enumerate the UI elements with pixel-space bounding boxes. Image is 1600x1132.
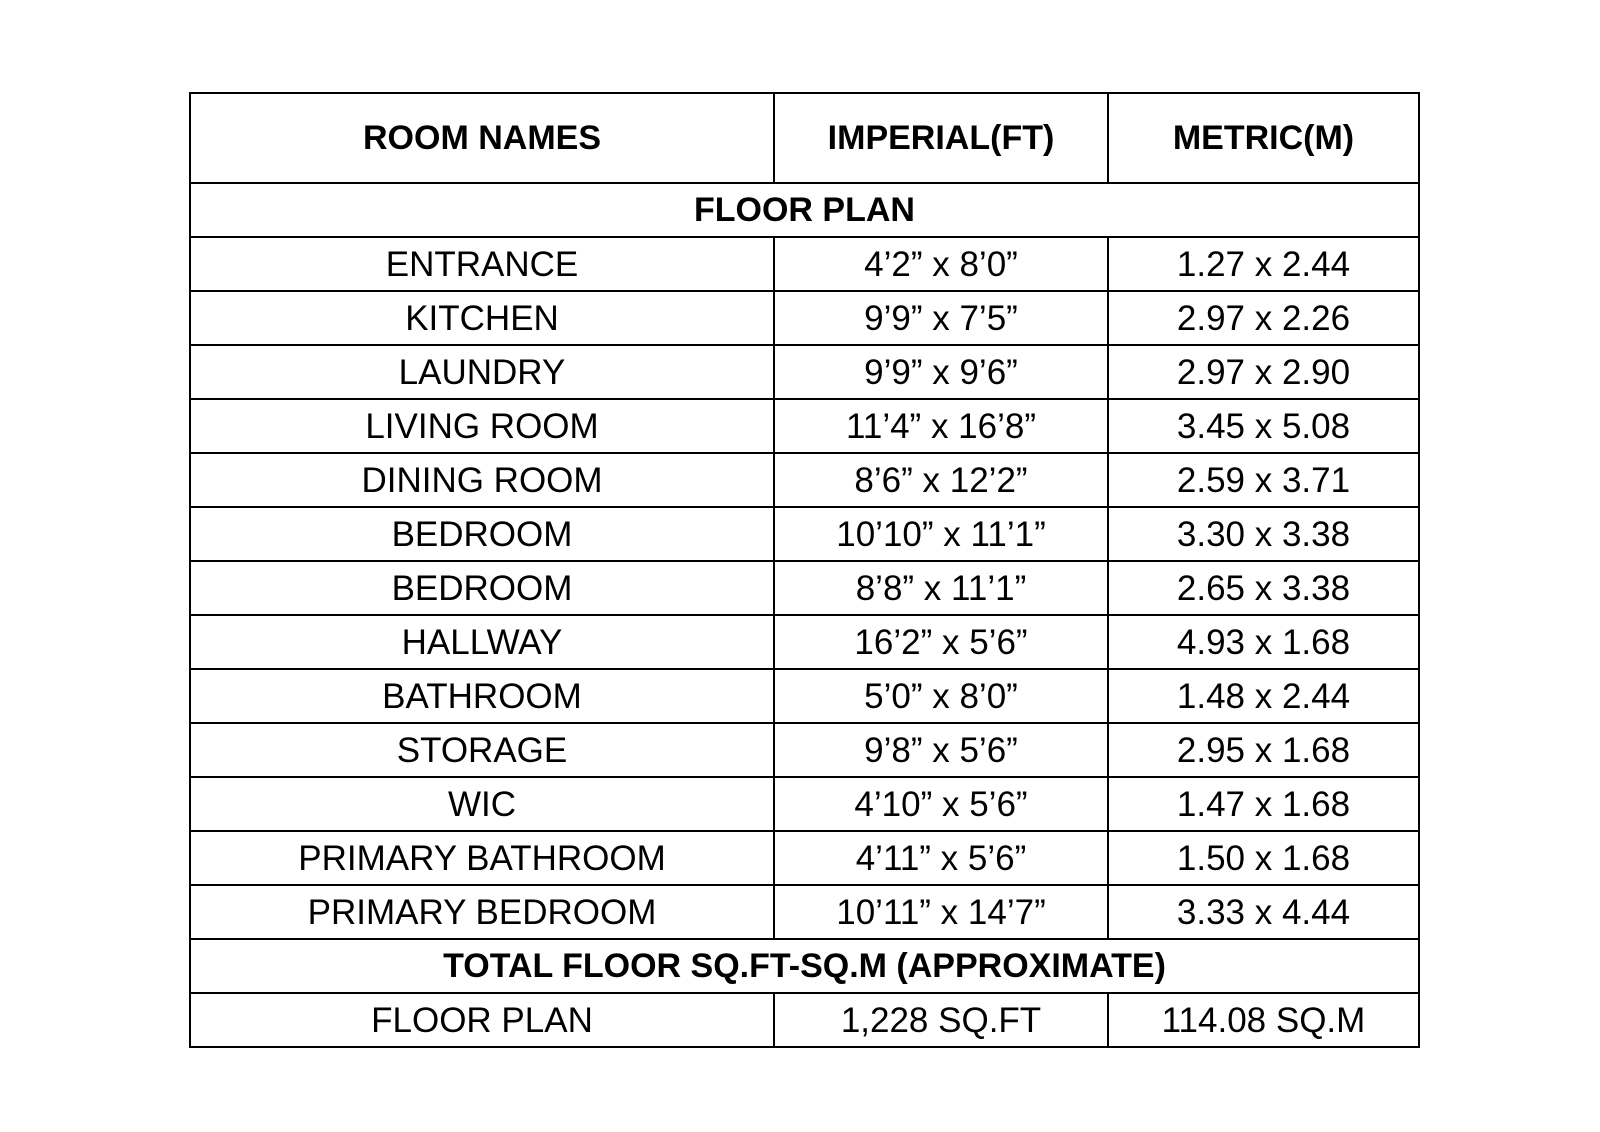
imperial-cell: 10’10” x 11’1” — [774, 507, 1108, 561]
imperial-cell: 9’9” x 7’5” — [774, 291, 1108, 345]
room-dimensions-table — [189, 92, 1420, 1048]
total-room-name-cell: FLOOR PLAN — [190, 993, 774, 1047]
section-row-total — [190, 939, 1419, 993]
metric-cell: 1.50 x 1.68 — [1108, 831, 1419, 885]
table-row — [190, 399, 1419, 453]
room-name-cell: STORAGE — [190, 723, 774, 777]
room-name-cell: BEDROOM — [190, 507, 774, 561]
table-row — [190, 291, 1419, 345]
table-row — [190, 453, 1419, 507]
room-name-cell: BEDROOM — [190, 561, 774, 615]
imperial-cell: 10’11” x 14’7” — [774, 885, 1108, 939]
room-dimensions-table-container — [189, 92, 1418, 1048]
metric-cell: 2.97 x 2.26 — [1108, 291, 1419, 345]
imperial-cell: 16’2” x 5’6” — [774, 615, 1108, 669]
room-name-cell: KITCHEN — [190, 291, 774, 345]
metric-cell: 1.27 x 2.44 — [1108, 237, 1419, 291]
room-name-cell: PRIMARY BEDROOM — [190, 885, 774, 939]
total-imperial-cell: 1,228 SQ.FT — [774, 993, 1108, 1047]
room-name-cell: WIC — [190, 777, 774, 831]
imperial-cell: 4’10” x 5’6” — [774, 777, 1108, 831]
imperial-cell: 8’6” x 12’2” — [774, 453, 1108, 507]
imperial-cell: 4’11” x 5’6” — [774, 831, 1108, 885]
header-room-names: ROOM NAMES — [190, 93, 774, 183]
metric-cell: 1.47 x 1.68 — [1108, 777, 1419, 831]
room-name-cell: HALLWAY — [190, 615, 774, 669]
metric-cell: 2.59 x 3.71 — [1108, 453, 1419, 507]
room-name-cell: PRIMARY BATHROOM — [190, 831, 774, 885]
table-row — [190, 615, 1419, 669]
metric-cell: 1.48 x 2.44 — [1108, 669, 1419, 723]
room-name-cell: DINING ROOM — [190, 453, 774, 507]
imperial-cell: 4’2” x 8’0” — [774, 237, 1108, 291]
metric-cell: 3.45 x 5.08 — [1108, 399, 1419, 453]
section-total-label: TOTAL FLOOR SQ.FT-SQ.M (APPROXIMATE) — [190, 939, 1419, 993]
table-row — [190, 885, 1419, 939]
imperial-cell: 11’4” x 16’8” — [774, 399, 1108, 453]
table-row — [190, 561, 1419, 615]
room-name-cell: LIVING ROOM — [190, 399, 774, 453]
total-row — [190, 993, 1419, 1047]
table-row — [190, 345, 1419, 399]
section-row-floor-plan — [190, 183, 1419, 237]
header-metric: METRIC(M) — [1108, 93, 1419, 183]
imperial-cell: 5’0” x 8’0” — [774, 669, 1108, 723]
total-metric-cell: 114.08 SQ.M — [1108, 993, 1419, 1047]
table-row — [190, 237, 1419, 291]
metric-cell: 2.65 x 3.38 — [1108, 561, 1419, 615]
metric-cell: 3.33 x 4.44 — [1108, 885, 1419, 939]
room-name-cell: LAUNDRY — [190, 345, 774, 399]
room-name-cell: BATHROOM — [190, 669, 774, 723]
table-row — [190, 507, 1419, 561]
metric-cell: 3.30 x 3.38 — [1108, 507, 1419, 561]
metric-cell: 4.93 x 1.68 — [1108, 615, 1419, 669]
table-row — [190, 831, 1419, 885]
header-imperial: IMPERIAL(FT) — [774, 93, 1108, 183]
table-row — [190, 669, 1419, 723]
metric-cell: 2.97 x 2.90 — [1108, 345, 1419, 399]
table-row — [190, 723, 1419, 777]
imperial-cell: 8’8” x 11’1” — [774, 561, 1108, 615]
imperial-cell: 9’8” x 5’6” — [774, 723, 1108, 777]
table-row — [190, 777, 1419, 831]
table-header-row — [190, 93, 1419, 183]
imperial-cell: 9’9” x 9’6” — [774, 345, 1108, 399]
section-floor-plan-label: FLOOR PLAN — [190, 183, 1419, 237]
room-name-cell: ENTRANCE — [190, 237, 774, 291]
metric-cell: 2.95 x 1.68 — [1108, 723, 1419, 777]
